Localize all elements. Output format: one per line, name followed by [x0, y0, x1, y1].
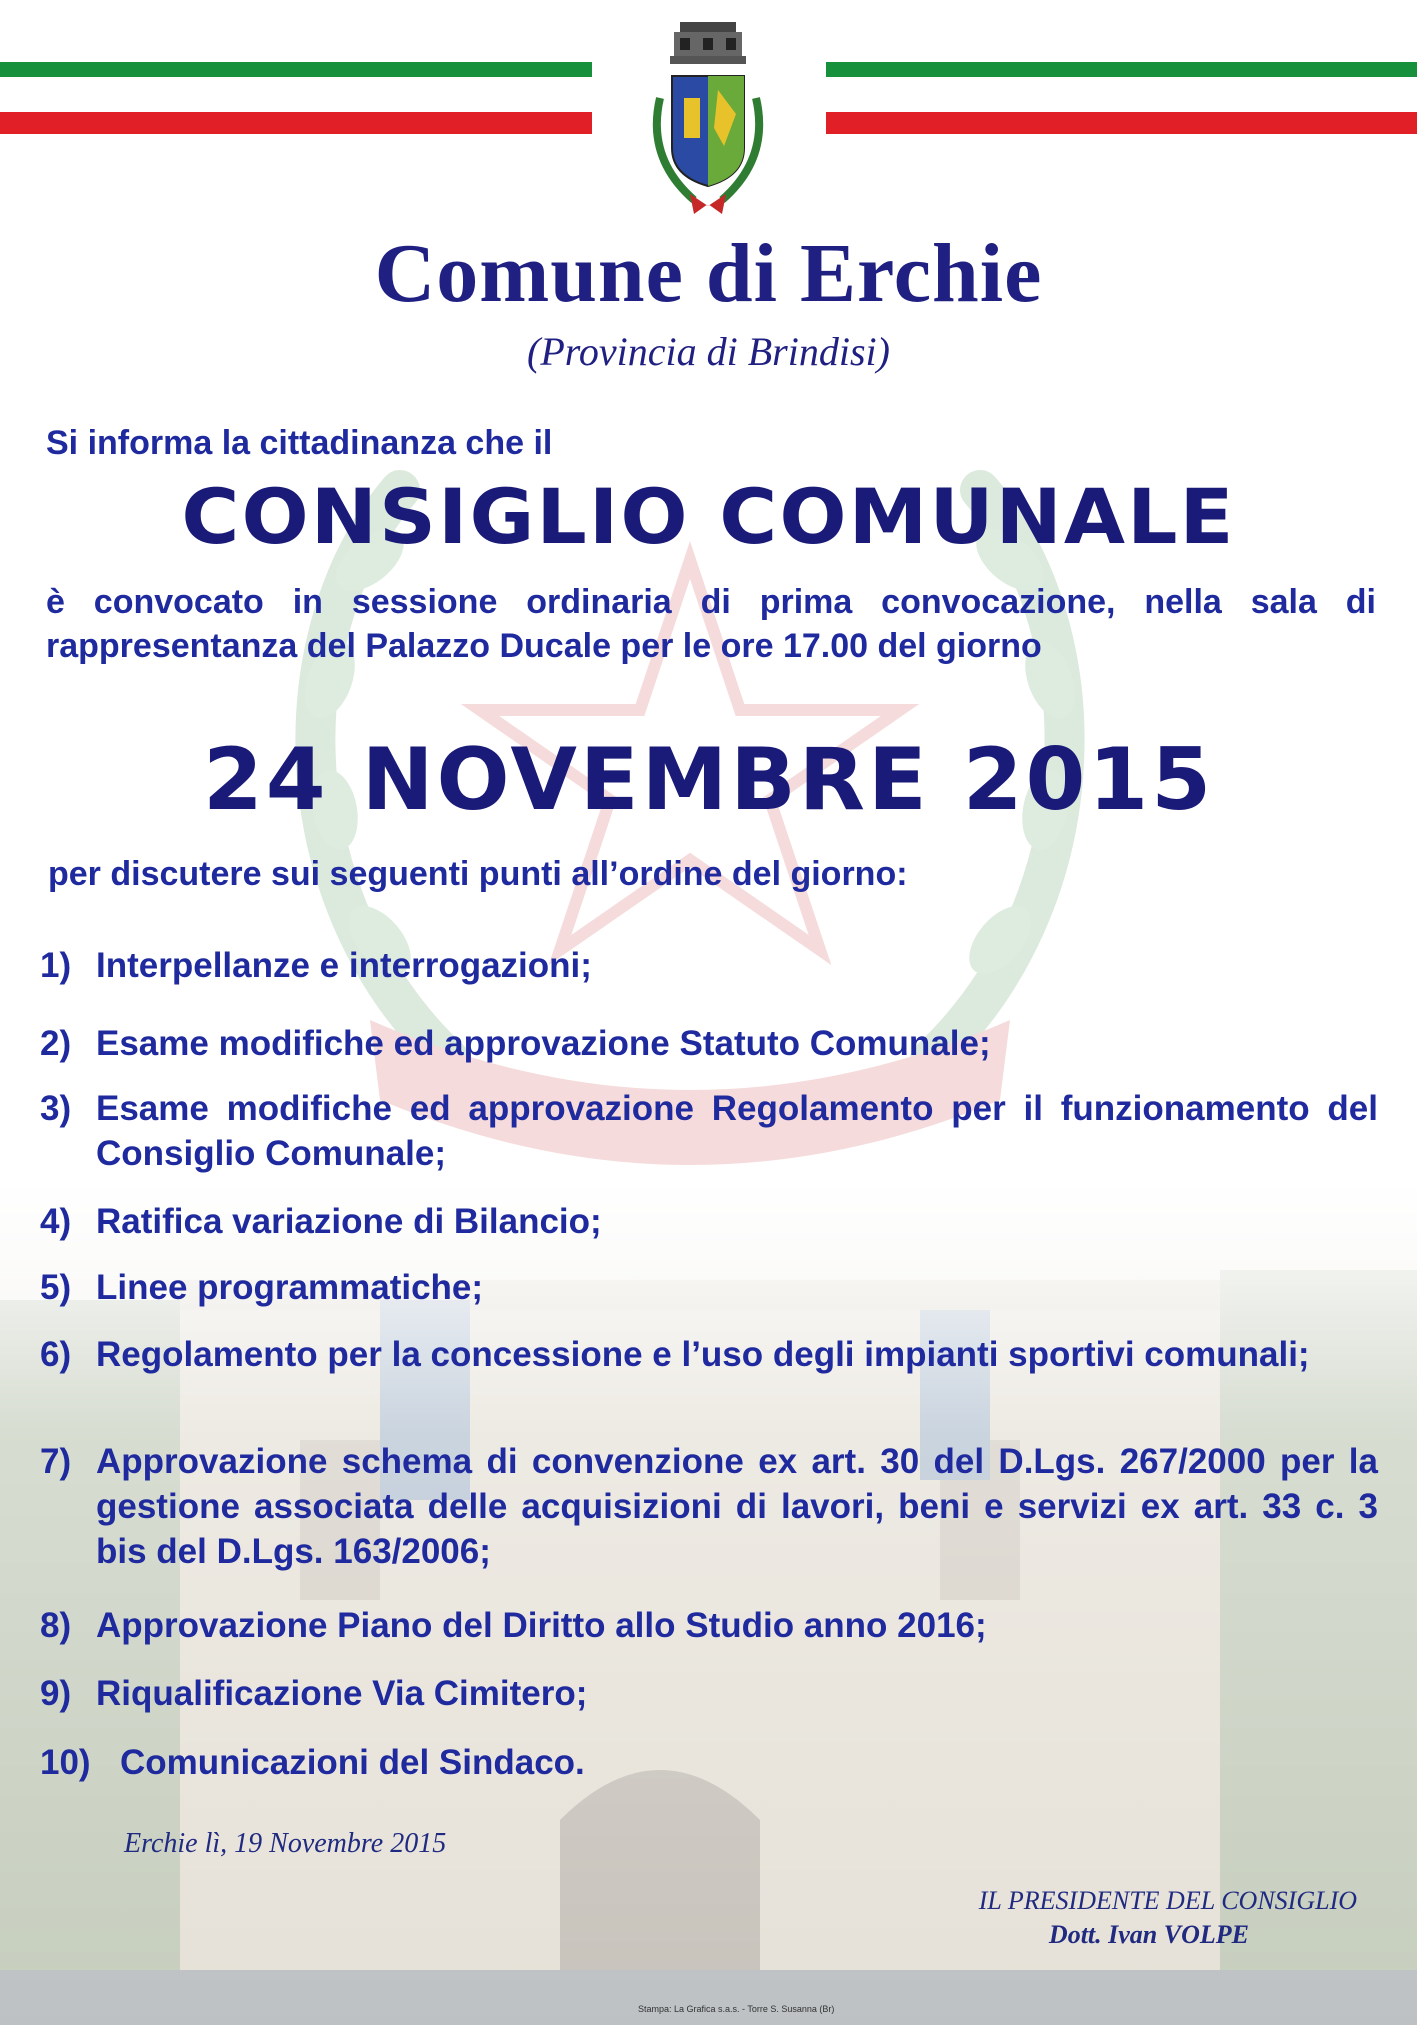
agenda-item-number: 1) [40, 946, 72, 985]
agenda-item [40, 1332, 1378, 1377]
agenda-intro: per discutere sui seguenti punti all’ordine del giorno: [48, 855, 908, 893]
agenda-item [40, 943, 1378, 988]
agenda-item-text: Esame modifiche ed approvazione Statuto Comunale; [96, 1024, 991, 1063]
agenda-item-number: 5) [40, 1268, 72, 1307]
agenda-item [40, 1671, 1378, 1716]
agenda-item-text: Linee programmatiche; [96, 1268, 484, 1307]
agenda-item-number: 10) [40, 1743, 91, 1782]
municipal-crest-icon [640, 18, 776, 223]
agenda-item [40, 1265, 1378, 1310]
intro-text: Si informa la cittadinanza che il [46, 424, 553, 462]
agenda-item-number: 8) [40, 1606, 72, 1645]
meeting-date: 24 NOVEMBRE 2015 [202, 730, 1215, 830]
agenda-item-number: 7) [40, 1442, 72, 1481]
place-and-date: Erchie lì, 19 Novembre 2015 [124, 1828, 447, 1859]
convocation-paragraph: è convocato in sessione ordinaria di prima convocazione, nella sala di rappresentanza del Palazzo Ducale per le ore 17.00 del giorno [46, 583, 1376, 665]
agenda-item-text: Ratifica variazione di Bilancio; [96, 1202, 602, 1241]
agenda-item-number: 4) [40, 1202, 72, 1241]
agenda-item-text: Interpellanze e interrogazioni; [96, 946, 592, 985]
council-headline: CONSIGLIO COMUNALE [181, 472, 1236, 561]
agenda-item-number: 2) [40, 1024, 72, 1063]
municipality-title: Comune di Erchie [374, 227, 1043, 320]
province-subtitle: (Provincia di Brindisi) [527, 329, 890, 374]
agenda-item [40, 1439, 1378, 1574]
agenda-item [40, 1086, 1378, 1176]
flag-stripes-right [826, 62, 1417, 136]
agenda-item-number: 6) [40, 1335, 72, 1374]
signature-name: Dott. Ivan VOLPE [1048, 1920, 1249, 1949]
signature-role: IL PRESIDENTE DEL CONSIGLIO [978, 1886, 1357, 1915]
agenda-item-text: Esame modifiche ed approvazione Regolamento per il funzionamento del Consiglio Comunale; [96, 1089, 1378, 1173]
agenda-item [40, 1603, 1378, 1648]
agenda-item-text: Approvazione schema di convenzione ex art. 30 del D.Lgs. 267/2000 per la gestione associata delle acquisizioni di lavori, beni e servizi ex art. 33 c. 3 bis del D.Lgs. 163/2006; [96, 1442, 1378, 1571]
agenda-item [40, 1740, 1378, 1785]
flag-stripes-left [0, 62, 592, 136]
printer-credit: Stampa: La Grafica s.a.s. - Torre S. Susanna (Br) [638, 2004, 835, 2014]
agenda-item-text: Comunicazioni del Sindaco. [120, 1743, 585, 1782]
agenda-item [40, 1021, 1378, 1066]
agenda-item-text: Regolamento per la concessione e l’uso degli impianti sportivi comunali; [96, 1335, 1310, 1374]
agenda-item-number: 9) [40, 1674, 72, 1713]
agenda-item [40, 1199, 1378, 1244]
agenda-item-number: 3) [40, 1089, 72, 1128]
agenda-item-text: Approvazione Piano del Diritto allo Studio anno 2016; [96, 1606, 987, 1645]
agenda-item-text: Riqualificazione Via Cimitero; [96, 1674, 588, 1713]
